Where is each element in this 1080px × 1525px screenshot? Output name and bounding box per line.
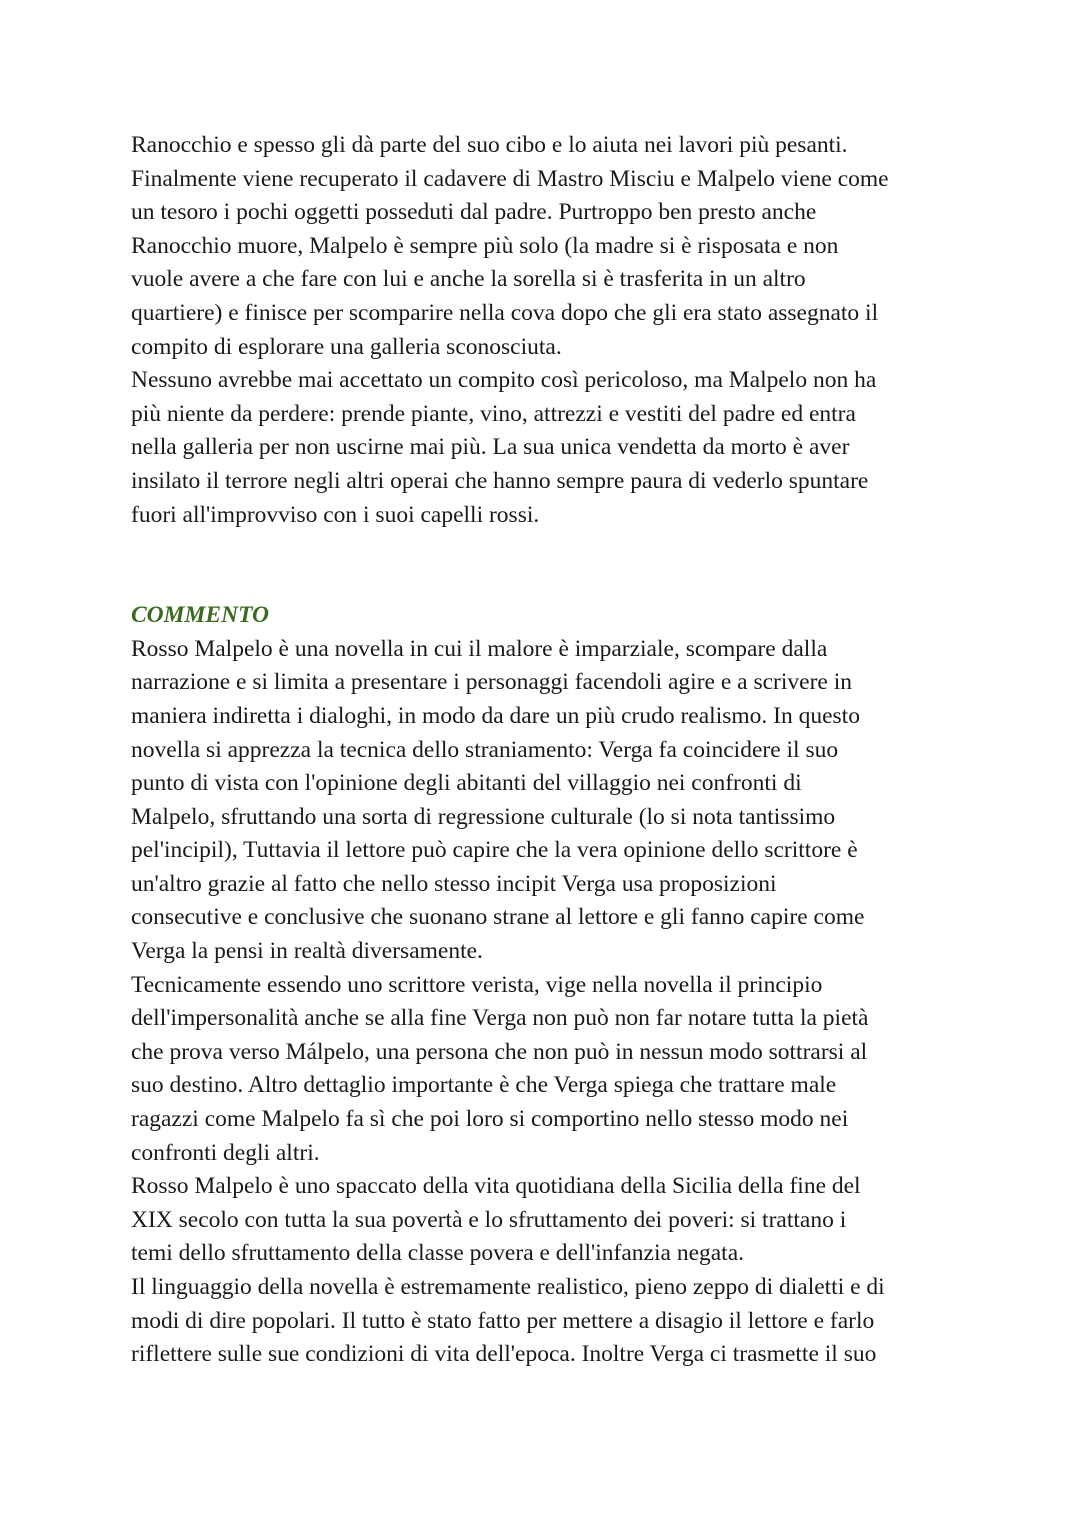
text-line: Tecnicamente essendo uno scrittore verista, vige nella novella il principio [131, 971, 823, 998]
text-line: narrazione e si limita a presentare i personaggi facendoli agire e a scrivere in [131, 669, 852, 696]
text-line: un tesoro i pochi oggetti posseduti dal padre. Purtroppo ben presto anche [131, 199, 817, 226]
text-line: consecutive e conclusive che suonano strane al lettore e gli fanno capire come [131, 904, 865, 931]
text-line: Nessuno avrebbe mai accettato un compito così pericoloso, ma Malpelo non ha [131, 367, 877, 394]
text-line: ragazzi come Malpelo fa sì che poi loro si comportino nello stesso modo nei [131, 1106, 849, 1133]
text-line: più niente da perdere: prende piante, vino, attrezzi e vestiti del padre ed entra [131, 400, 856, 427]
section-heading: COMMENTO [131, 602, 269, 629]
text-line: temi dello sfruttamento della classe povera e dell'infanzia negata. [131, 1240, 745, 1267]
text-line: novella si apprezza la tecnica dello straniamento: Verga fa coincidere il suo [131, 736, 839, 763]
text-line: un'altro grazie al fatto che nello stesso incipit Verga usa proposizioni [131, 870, 777, 897]
text-line: nella galleria per non uscirne mai più. La sua unica vendetta da morto è aver [131, 434, 850, 461]
text-line: dell'impersonalità anche se alla fine Verga non può non far notare tutta la pietà [131, 1005, 869, 1032]
text-line: Ranocchio muore, Malpelo è sempre più solo (la madre si è risposata e non [131, 232, 839, 259]
text-line: maniera indiretta i dialoghi, in modo da dare un più crudo realismo. In questo [131, 702, 860, 729]
text-line: Il linguaggio della novella è estremamente realistico, pieno zeppo di dialetti e di [131, 1274, 885, 1300]
text-line: suo destino. Altro dettaglio importante è che Verga spiega che trattare male [131, 1072, 837, 1099]
text-line: fuori all'improvviso con i suoi capelli rossi. [131, 501, 540, 528]
document-page [131, 129, 971, 1372]
story-summary-section [131, 129, 971, 532]
text-line: punto di vista con l'opinione degli abitanti del villaggio nei confronti di [131, 770, 802, 797]
text-line: quartiere) e finisce per scomparire nella cova dopo che gli era stato assegnato il [131, 299, 879, 326]
text-line: che prova verso Málpelo, una persona che non può in nessun modo sottrarsi al [131, 1038, 868, 1065]
text-line: Ranocchio e spesso gli dà parte del suo cibo e lo aiuta nei lavori più pesanti. [131, 132, 848, 158]
text-line: compito di esplorare una galleria sconosciuta. [131, 333, 562, 360]
text-line: XIX secolo con tutta la sua povertà e lo sfruttamento dei poveri: si trattano i [131, 1206, 847, 1233]
commento-section [131, 599, 971, 1372]
text-line: riflettere sulle sue condizioni di vita dell'epoca. Inoltre Verga ci trasmette il suo [131, 1341, 877, 1368]
text-line: Rosso Malpelo è uno spaccato della vita quotidiana della Sicilia della fine del [131, 1173, 861, 1200]
text-line: confronti degli altri. [131, 1139, 320, 1166]
text-line: Rosso Malpelo è una novella in cui il malore è imparziale, scompare dalla [131, 635, 828, 662]
text-line: modi di dire popolari. Il tutto è stato fatto per mettere a disagio il lettore e farlo [131, 1307, 875, 1334]
section-spacer [131, 532, 971, 599]
text-line: pel'incipil), Tuttavia il lettore può capire che la vera opinione dello scrittore è [131, 837, 858, 864]
text-line: insilato il terrore negli altri operai che hanno sempre paura di vederlo spuntare [131, 467, 869, 494]
text-line: vuole avere a che fare con lui e anche la sorella si è trasferita in un altro [131, 266, 806, 293]
text-line: Malpelo, sfruttando una sorta di regressione culturale (lo si nota tantissimo [131, 803, 836, 830]
text-line: Finalmente viene recuperato il cadavere di Mastro Misciu e Malpelo viene come [131, 165, 889, 192]
text-line: Verga la pensi in realtà diversamente. [131, 938, 483, 965]
